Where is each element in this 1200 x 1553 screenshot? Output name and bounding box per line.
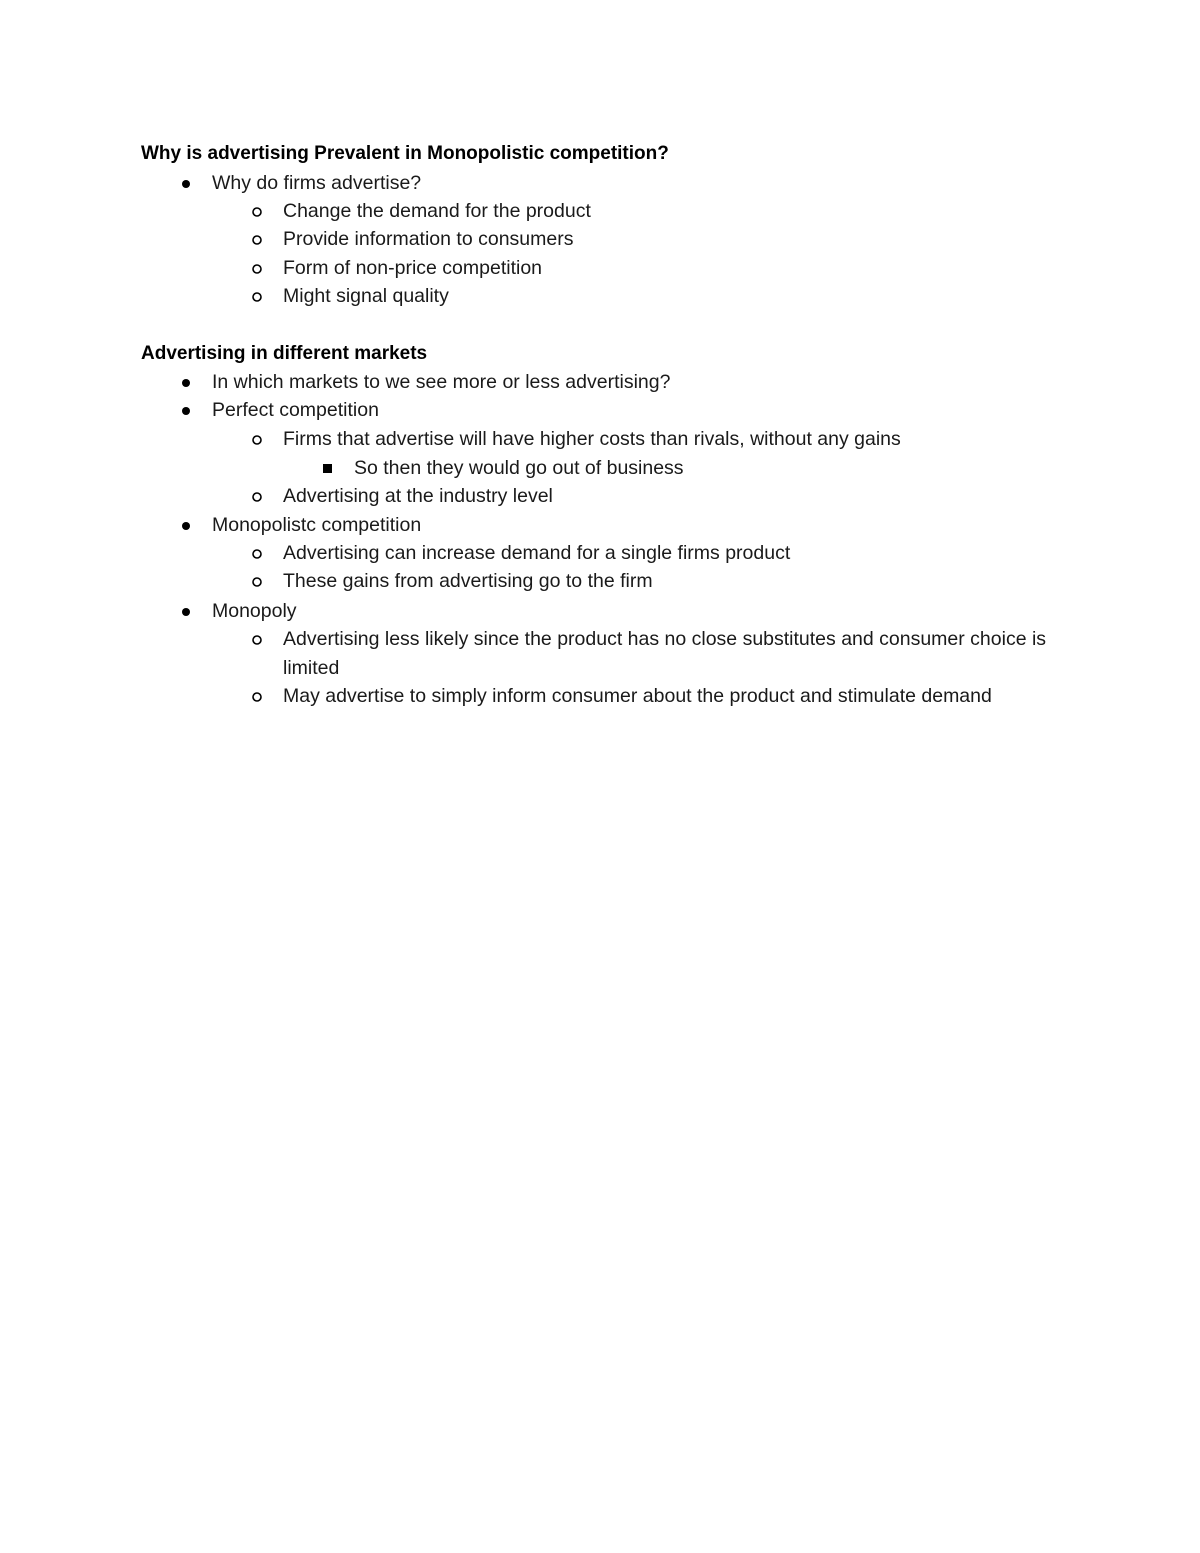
hollow-bullet-icon xyxy=(247,482,267,510)
square-bullet-icon xyxy=(318,454,338,482)
list-item-text: Might signal quality xyxy=(283,285,449,307)
list-item xyxy=(283,482,553,511)
list-item-text: May advertise to simply inform consumer about the product and stimulate demand xyxy=(283,685,992,707)
list-item-text: In which markets to we see more or less advertising? xyxy=(212,371,671,393)
filled-bullet-icon xyxy=(176,597,196,625)
list-item xyxy=(283,282,449,311)
list-item xyxy=(354,454,684,483)
list-item xyxy=(212,169,421,198)
filled-bullet-icon xyxy=(176,396,196,424)
list-item xyxy=(212,368,670,397)
list-item-text: Advertising can increase demand for a single firms product xyxy=(283,542,791,564)
filled-bullet-icon xyxy=(176,169,196,197)
list-item-text: Firms that advertise will have higher costs than rivals, without any gains xyxy=(283,428,901,450)
list-item-text: Perfect competition xyxy=(212,399,379,421)
hollow-bullet-icon xyxy=(247,625,267,653)
list-item xyxy=(283,682,1053,711)
list-item xyxy=(283,254,542,283)
section-heading: Why is advertising Prevalent in Monopolistic competition? xyxy=(141,143,669,164)
list-item xyxy=(212,396,379,425)
list-item-text: Why do firms advertise? xyxy=(212,172,422,194)
list-item xyxy=(283,539,790,568)
list-item-text: Change the demand for the product xyxy=(283,200,591,222)
list-item xyxy=(283,567,653,596)
list-item-text: These gains from advertising go to the firm xyxy=(283,570,653,592)
hollow-bullet-icon xyxy=(247,425,267,453)
list-item-text: So then they would go out of business xyxy=(354,457,684,479)
list-item xyxy=(212,511,421,540)
list-item xyxy=(283,197,591,226)
list-item-text: Advertising less likely since the product has no close substitutes and consumer choice is limited xyxy=(283,628,1047,679)
filled-bullet-icon xyxy=(176,368,196,396)
filled-bullet-icon xyxy=(176,511,196,539)
hollow-bullet-icon xyxy=(247,225,267,253)
hollow-bullet-icon xyxy=(247,567,267,595)
hollow-bullet-icon xyxy=(247,282,267,310)
list-item xyxy=(283,225,573,254)
list-item xyxy=(212,597,297,626)
list-item xyxy=(283,625,1053,682)
hollow-bullet-icon xyxy=(247,682,267,710)
list-item-text: Monopolistc competition xyxy=(212,514,422,536)
hollow-bullet-icon xyxy=(247,197,267,225)
list-item xyxy=(283,425,901,454)
list-item-text: Advertising at the industry level xyxy=(283,485,553,507)
section-heading: Advertising in different markets xyxy=(141,343,428,364)
hollow-bullet-icon xyxy=(247,539,267,567)
list-item-text: Monopoly xyxy=(212,600,297,622)
hollow-bullet-icon xyxy=(247,254,267,282)
list-item-text: Provide information to consumers xyxy=(283,228,574,250)
list-item-text: Form of non-price competition xyxy=(283,257,543,279)
